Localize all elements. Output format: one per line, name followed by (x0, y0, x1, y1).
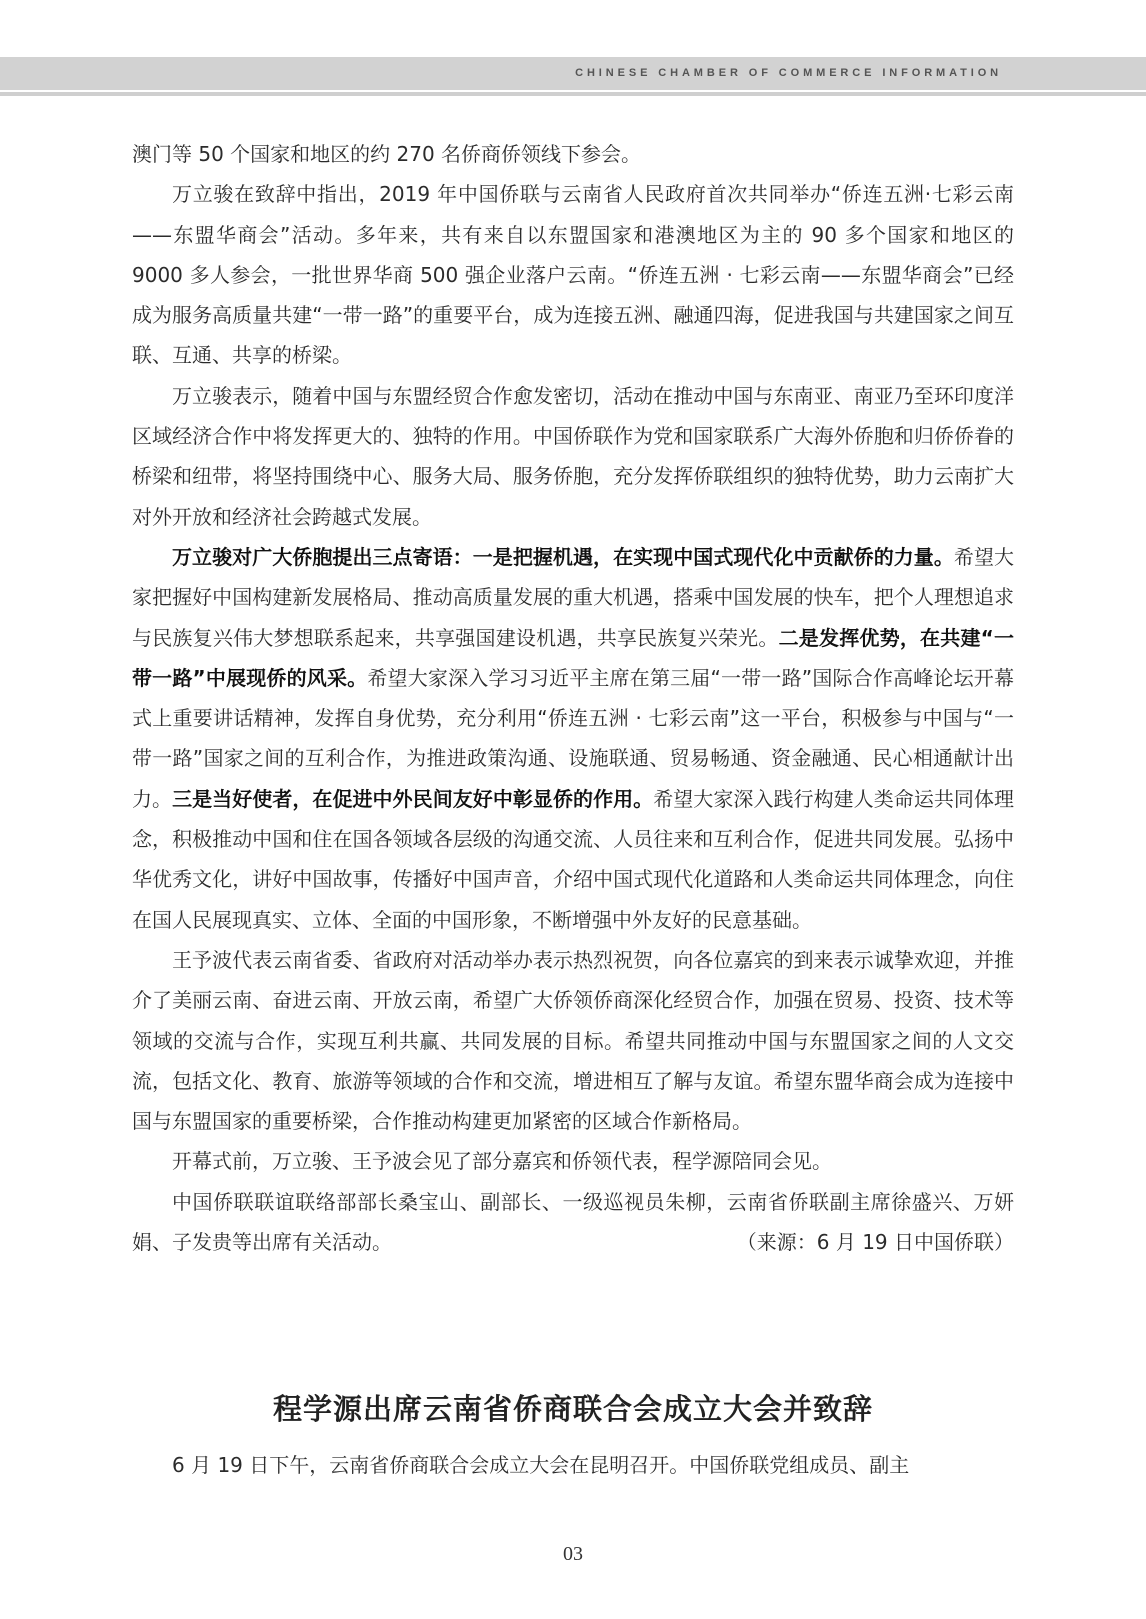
paragraph-7 (132, 1182, 1014, 1263)
bold-point-2: 二是发挥优势，在共建“一带一路”中展现侨的风采。 (132, 625, 1015, 690)
page-number: 03 (563, 1543, 583, 1565)
section-title: 程学源出席云南省侨商联合会成立大会并致辞 (272, 1392, 873, 1426)
paragraph-6: 开幕式前，万立骏、王予波会见了部分嘉宾和侨领代表，程学源陪同会见。 (172, 1149, 832, 1174)
section-lead (132, 1445, 1014, 1485)
paragraph-5: 王予波代表云南省委、省政府对活动举办表示热烈祝贺，向各位嘉宾的到来表示诚挚欢迎，并推介了美丽云南、奋进云南、开放云南，希望广大侨领侨商深化经贸合作，加强在贸易、投资、技术等领域的交流与合作，实现互利共赢、共同发展的目标。希望共同推动中国与东盟国家之间的人文交流，包括文化、教育、旅游等领域的合作和交流，增进相互了解与友谊。希望东盟华商会成为连接中国与东盟国家的重要桥梁，合作推动构建更加紧密的区域合作新格局。 (132, 947, 1014, 1134)
bold-point-1: 万立骏对广大侨胞提出三点寄语：一是把握机遇，在实现中国式现代化中贡献侨的力量。 (172, 544, 954, 569)
paragraph-4 (132, 537, 1014, 940)
point-3-text: 希望大家深入践行构建人类命运共同体理念，积极推动中国和住在国各领域各层级的沟通交流、人员往来和互利合作，促进共同发展。弘扬中华优秀文化，讲好中国故事，传播好中国声音，介绍中国式现代化道路和人类命运共同体理念，向住在国人民展现真实、立体、全面的中国形象，不断增强中外友好的民意基础。 (132, 786, 1015, 932)
paragraph-2: 万立骏在致辞中指出，2019 年中国侨联与云南省人民政府首次共同举办“侨连五洲·七彩云南——东盟华商会”活动。多年来，共有来自以东盟国家和港澳地区为主的 90 多个国家和地区的 9000 多人参会，一批世界华商 500 强企业落户云南。“侨连五洲 · 七彩云南——东盟华商会”已经成为服务高质量共建“一带一路”的重要平台，成为连接五洲、融通四海，促进我国与共建国家之间互联、互通、共享的桥梁。 (132, 182, 1014, 368)
point-1-text: 希望大家把握好中国构建新发展格局、推动高质量发展的重大机遇，搭乘中国发展的快车，把个人理想追求与民族复兴伟大梦想联系起来，共享强国建设机遇，共享民族复兴荣光。 (132, 544, 1015, 650)
paragraph-1: 澳门等 50 个国家和地区的约 270 名侨商侨领线下参会。 (132, 142, 642, 166)
source-citation: （来源：6 月 19 日中国侨联） (736, 1230, 1014, 1255)
header-rule (0, 92, 1146, 96)
running-header-title: CHINESE CHAMBER OF COMMERCE INFORMATION (575, 67, 1002, 79)
bold-point-3: 三是当好使者，在促进中外民间友好中彰显侨的作用。 (172, 786, 654, 811)
article-body (132, 134, 1014, 1262)
attendees-text: 中国侨联联谊联络部部长桑宝山、副部长、一级巡视员朱柳，云南省侨联副主席徐盛兴、万妍娟、子发贵等出席有关活动。 (132, 1189, 1014, 1255)
lead-paragraph: 6 月 19 日下午，云南省侨商联合会成立大会在昆明召开。中国侨联党组成员、副主 (172, 1453, 910, 1477)
point-2-text: 希望大家深入学习习近平主席在第三届“一带一路”国际合作高峰论坛开幕式上重要讲话精神，发挥自身优势，充分利用“侨连五洲 · 七彩云南”这一平台，积极参与中国与“一带一路”国家之间的互利合作，为推进政策沟通、设施联通、贸易畅通、资金融通、民心相通献计出力。 (132, 665, 1014, 811)
paragraph-3: 万立骏表示，随着中国与东盟经贸合作愈发密切，活动在推动中国与东南亚、南亚乃至环印度洋区域经济合作中将发挥更大的、独特的作用。中国侨联作为党和国家联系广大海外侨胞和归侨侨眷的桥梁和纽带，将坚持围绕中心、服务大局、服务侨胞，充分发挥侨联组织的独特优势，助力云南扩大对外开放和经济社会跨越式发展。 (132, 383, 1014, 529)
